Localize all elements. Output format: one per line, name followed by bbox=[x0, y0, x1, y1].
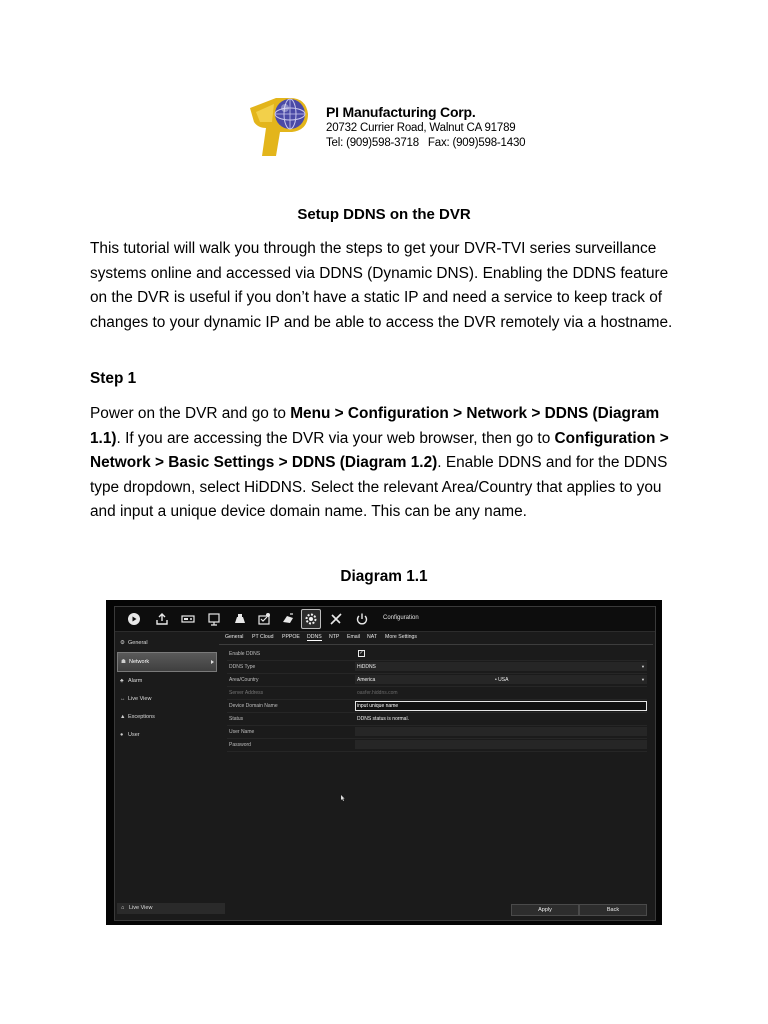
status-row bbox=[227, 713, 647, 726]
company-info bbox=[326, 103, 525, 151]
alarm-icon: ♣ bbox=[120, 678, 124, 684]
step1-text-1: Power on the DVR and go to bbox=[90, 405, 291, 422]
record-icon[interactable] bbox=[231, 610, 249, 628]
step-heading: Step 1 bbox=[90, 370, 137, 387]
status-value: DDNS status is normal. bbox=[357, 716, 409, 722]
user-name-input[interactable] bbox=[355, 727, 647, 736]
device-domain-row bbox=[227, 700, 647, 713]
home-icon: ⌂ bbox=[121, 905, 125, 911]
intro-paragraph: This tutorial will walk you through the steps to get your DVR-TVI series surveillance systems online and accessed via DDNS (Dynamic DNS). Enabling the DDNS feature on the DVR is useful if you don’t have a static IP and need a service to keep track of changes to your dynamic IP and be able to access the DVR remotely via a hostname. bbox=[90, 240, 673, 331]
tab-more-settings[interactable]: More Settings bbox=[385, 634, 418, 640]
window-title: Configuration bbox=[383, 615, 419, 621]
tabs-divider bbox=[219, 644, 653, 645]
sidebar-item-user[interactable] bbox=[117, 726, 217, 744]
export-icon[interactable] bbox=[153, 610, 171, 628]
company-logo bbox=[246, 92, 326, 160]
power-icon[interactable] bbox=[353, 610, 371, 628]
password-label: Password bbox=[229, 742, 251, 748]
area-country-row bbox=[227, 674, 647, 687]
maintenance-icon[interactable] bbox=[255, 610, 273, 628]
sidebar-item-label: Alarm bbox=[128, 678, 143, 684]
ddns-type-label: DDNS Type bbox=[229, 664, 256, 670]
device-domain-value: input unique name bbox=[357, 703, 399, 709]
ddns-form bbox=[227, 648, 647, 752]
password-row bbox=[227, 739, 647, 752]
step1-bold-1: Menu > Configuration > Network > DDNS (Diagram 1.1) bbox=[90, 405, 660, 447]
live-view-button[interactable] bbox=[117, 903, 225, 914]
tab-email[interactable]: Email bbox=[347, 634, 360, 640]
sidebar-item-label: Network bbox=[129, 659, 150, 665]
ddns-type-row bbox=[227, 661, 647, 674]
mouse-cursor-icon bbox=[341, 795, 345, 801]
sidebar-item-label: General bbox=[128, 640, 148, 646]
enable-ddns-row bbox=[227, 648, 647, 661]
play-icon[interactable] bbox=[125, 610, 143, 628]
sidebar-item-label: User bbox=[128, 732, 140, 738]
step1-paragraph bbox=[90, 402, 680, 525]
sidebar-item-label: Exceptions bbox=[128, 714, 155, 720]
network-icon: ☗ bbox=[121, 659, 126, 665]
enable-ddns-label: Enable DDNS bbox=[229, 651, 261, 657]
enable-ddns-checkbox[interactable]: ✓ bbox=[359, 650, 364, 656]
sidebar-item-network[interactable] bbox=[117, 652, 217, 672]
user-icon: ● bbox=[120, 732, 124, 738]
company-address: 20732 Currier Road, Walnut CA 91789 bbox=[326, 122, 516, 134]
ddns-type-select[interactable] bbox=[355, 662, 647, 671]
ddns-type-value: HiDDNS bbox=[357, 664, 376, 670]
apply-button[interactable]: Apply bbox=[511, 904, 579, 916]
dvr-window bbox=[114, 606, 656, 921]
document-title: Setup DDNS on the DVR bbox=[297, 206, 471, 223]
user-name-row bbox=[227, 726, 647, 739]
live-view-icon: ↔ bbox=[120, 696, 126, 702]
sidebar-item-alarm[interactable] bbox=[117, 672, 217, 690]
step1-text-3: . Enable DDNS and for the DDNS type dropdown, select HiDDNS. Select the relevant Area/Country that applies to you and input a unique device domain name. This can be any name. bbox=[90, 454, 668, 520]
user-name-label: User Name bbox=[229, 729, 255, 735]
country-value: • USA bbox=[495, 677, 509, 683]
step1-bold-2: Configuration > Network > Basic Settings > DDNS (Diagram 1.2) bbox=[90, 429, 669, 471]
server-address-value: oasfer.hiddns.com bbox=[357, 690, 398, 696]
chevron-down-icon: ▼ bbox=[641, 677, 645, 682]
tab-ntp[interactable]: NTP bbox=[329, 634, 340, 640]
device-domain-label: Device Domain Name bbox=[229, 703, 278, 709]
status-label: Status bbox=[229, 716, 244, 722]
back-button[interactable]: Back bbox=[579, 904, 647, 916]
hdd-icon[interactable] bbox=[179, 610, 197, 628]
company-name: PI Manufacturing Corp. bbox=[326, 104, 476, 120]
alarm-icon[interactable] bbox=[279, 610, 297, 628]
password-input[interactable] bbox=[355, 740, 647, 749]
live-view-label: Live View bbox=[129, 905, 153, 911]
dvr-toolbar bbox=[115, 607, 655, 632]
tab-pt-cloud[interactable]: PT Cloud bbox=[252, 634, 274, 640]
area-country-label: Area/Country bbox=[229, 677, 259, 683]
tools-icon[interactable] bbox=[327, 610, 345, 628]
sidebar-item-general[interactable] bbox=[117, 634, 217, 652]
config-sidebar bbox=[117, 634, 217, 740]
settings-icon[interactable] bbox=[301, 609, 321, 629]
tab-ddns[interactable]: DDNS bbox=[307, 634, 322, 640]
tab-nat[interactable]: NAT bbox=[367, 634, 377, 640]
warning-icon: ▲ bbox=[120, 714, 126, 720]
tab-pppoe[interactable]: PPPOE bbox=[282, 634, 300, 640]
tab-general[interactable]: General bbox=[225, 634, 244, 640]
sidebar-item-exceptions[interactable] bbox=[117, 708, 217, 726]
device-domain-input[interactable] bbox=[355, 701, 647, 711]
server-address-label: Server Address bbox=[229, 690, 264, 696]
sidebar-item-label: Live View bbox=[128, 696, 152, 702]
camera-manage-icon[interactable] bbox=[205, 610, 223, 628]
diagram-title: Diagram 1.1 bbox=[340, 568, 428, 585]
company-phone: Tel: (909)598-3718 Fax: (909)598-1430 bbox=[326, 137, 526, 149]
dvr-screenshot bbox=[106, 600, 662, 925]
step1-text-2: . If you are accessing the DVR via your web browser, then go to bbox=[116, 429, 555, 447]
area-value: America bbox=[357, 677, 376, 683]
server-address-row bbox=[227, 687, 647, 700]
sidebar-item-live-view[interactable] bbox=[117, 690, 217, 708]
chevron-down-icon: ▼ bbox=[641, 664, 645, 669]
gear-icon: ⚙ bbox=[120, 640, 125, 646]
